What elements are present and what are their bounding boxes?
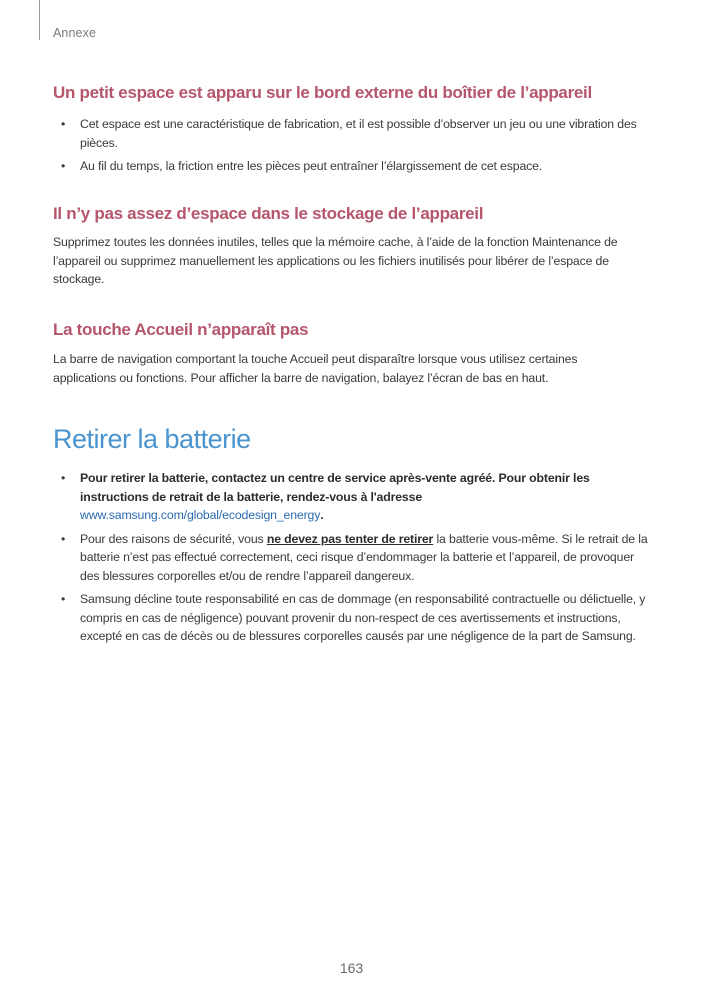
battery-bullet-list: [53, 469, 653, 651]
storage-body: Supprimez toutes les données inutiles, telles que la mémoire cache, à l’aide de la fonction Maintenance de l’appareil ou supprimez manuellement les applications ou les fichiers inutilisés pour libérer de l’espace de stockage.: [53, 235, 618, 286]
bullet-icon: •: [61, 159, 66, 173]
bullet-icon: •: [61, 592, 66, 606]
bullet-icon: •: [61, 117, 66, 131]
list-item: • Pour retirer la batterie, contactez un centre de service après-vente agréé. Pour obtenir les instructions de retrait de la batterie, rendez-vous à l'adresse www.samsung.com/global/ecodesign_energy.: [61, 471, 590, 522]
section-title-home-key: La touche Accueil n’apparaît pas: [53, 320, 309, 339]
home-key-body: La barre de navigation comportant la touche Accueil peut disparaître lorsque vous utilisez certaines applications ou fonctions. Pour afficher la barre de navigation, balayez l’écran de bas en haut.: [53, 352, 578, 385]
list-item: • Au fil du temps, la friction entre les pièces peut entraîner l’élargissement de cet espace.: [53, 157, 653, 176]
list-item: • Samsung décline toute responsabilité en cas de dommage (en responsabilité contractuelle ou délictuelle, y compris en cas de négligence) pouvant provenir du non-respect de ces avertissements et instructions, excepté en cas de décès ou de blessures corporelles causés par une négligence de la part de Samsung.: [61, 592, 646, 643]
ecodesign-link[interactable]: www.samsung.com/global/ecodesign_energy: [80, 508, 321, 522]
list-item: • Pour des raisons de sécurité, vous ne devez pas tenter de retirer la batterie vous-même. Si le retrait de la batterie n’est pas effectué correctement, ceci risque d’endommager la batterie et l’appareil, de provoquer des blessures corporelles et/ou de rendre l’appareil dangereux.: [61, 531, 648, 583]
bullet-icon: •: [61, 471, 66, 485]
list-item: • Cet espace est une caractéristique de fabrication, et il est possible d’observer un jeu ou une vibration des pièces.: [61, 117, 637, 150]
gap-bullet-list: [53, 115, 653, 181]
bullet-icon: •: [61, 531, 66, 546]
page-number: 163: [339, 960, 364, 976]
section-title-storage: Il n’y pas assez d’espace dans le stockage de l’appareil: [53, 204, 484, 223]
section-title-gap: Un petit espace est apparu sur le bord externe du boîtier de l’appareil: [53, 83, 592, 102]
heading-battery: Retirer la batterie: [53, 424, 251, 454]
running-head: Annexe: [53, 26, 96, 40]
header-rule: [39, 0, 40, 40]
warning-emphasis: ne devez pas tenter de retirer: [266, 531, 434, 546]
